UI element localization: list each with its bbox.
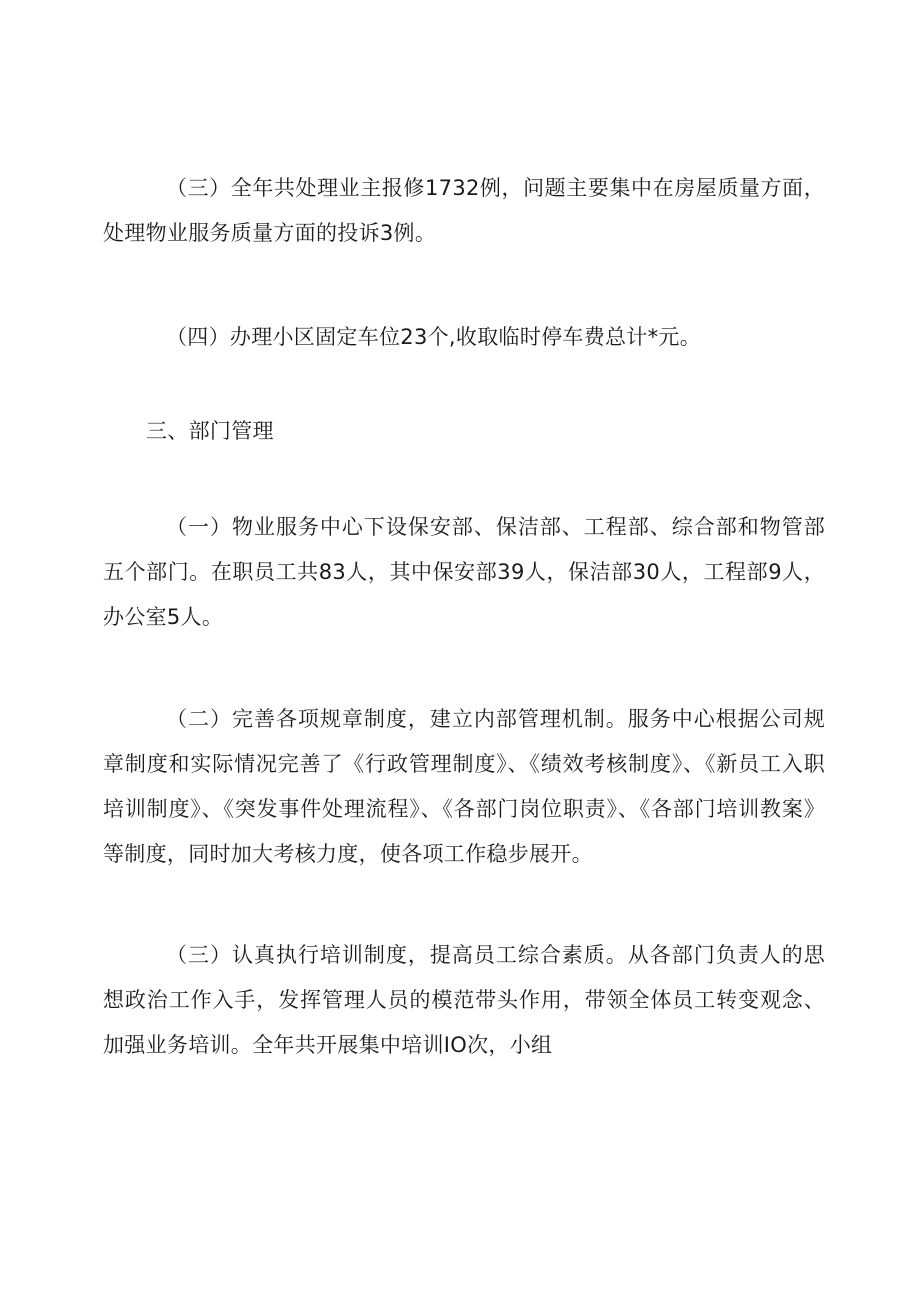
section-heading-department-management: 三、部门管理 bbox=[146, 419, 274, 443]
paragraph-departments: （一）物业服务中心下设保安部、保洁部、工程部、综合部和物管部五个部门。在职员工共83人，其中保安部39人，保洁部30人，工程部9人，办公室5人。 bbox=[103, 515, 825, 629]
paragraph-parking: （四）办理小区固定车位23个,收取临时停车费总计*元。 bbox=[166, 325, 701, 349]
paragraph-repair-stats: （三）全年共处理业主报修1732例，问题主要集中在房屋质量方面，处理物业服务质量方面的投诉3例。 bbox=[103, 176, 825, 245]
paragraph-regulations: （二）完善各项规章制度，建立内部管理机制。服务中心根据公司规章制度和实际情况完善了《行政管理制度》、《绩效考核制度》、《新员工入职培训制度》、《突发事件处理流程》、《各部门岗位职责》、《各部门培训教案》等制度，同时加大考核力度，使各项工作稳步展开。 bbox=[103, 707, 825, 866]
paragraph-training: （三）认真执行培训制度，提高员工综合素质。从各部门负责人的思想政治工作入手，发挥管理人员的模范带头作用，带领全体员工转变观念、加强业务培训。全年共开展集中培训IO次，小组 bbox=[103, 943, 825, 1057]
